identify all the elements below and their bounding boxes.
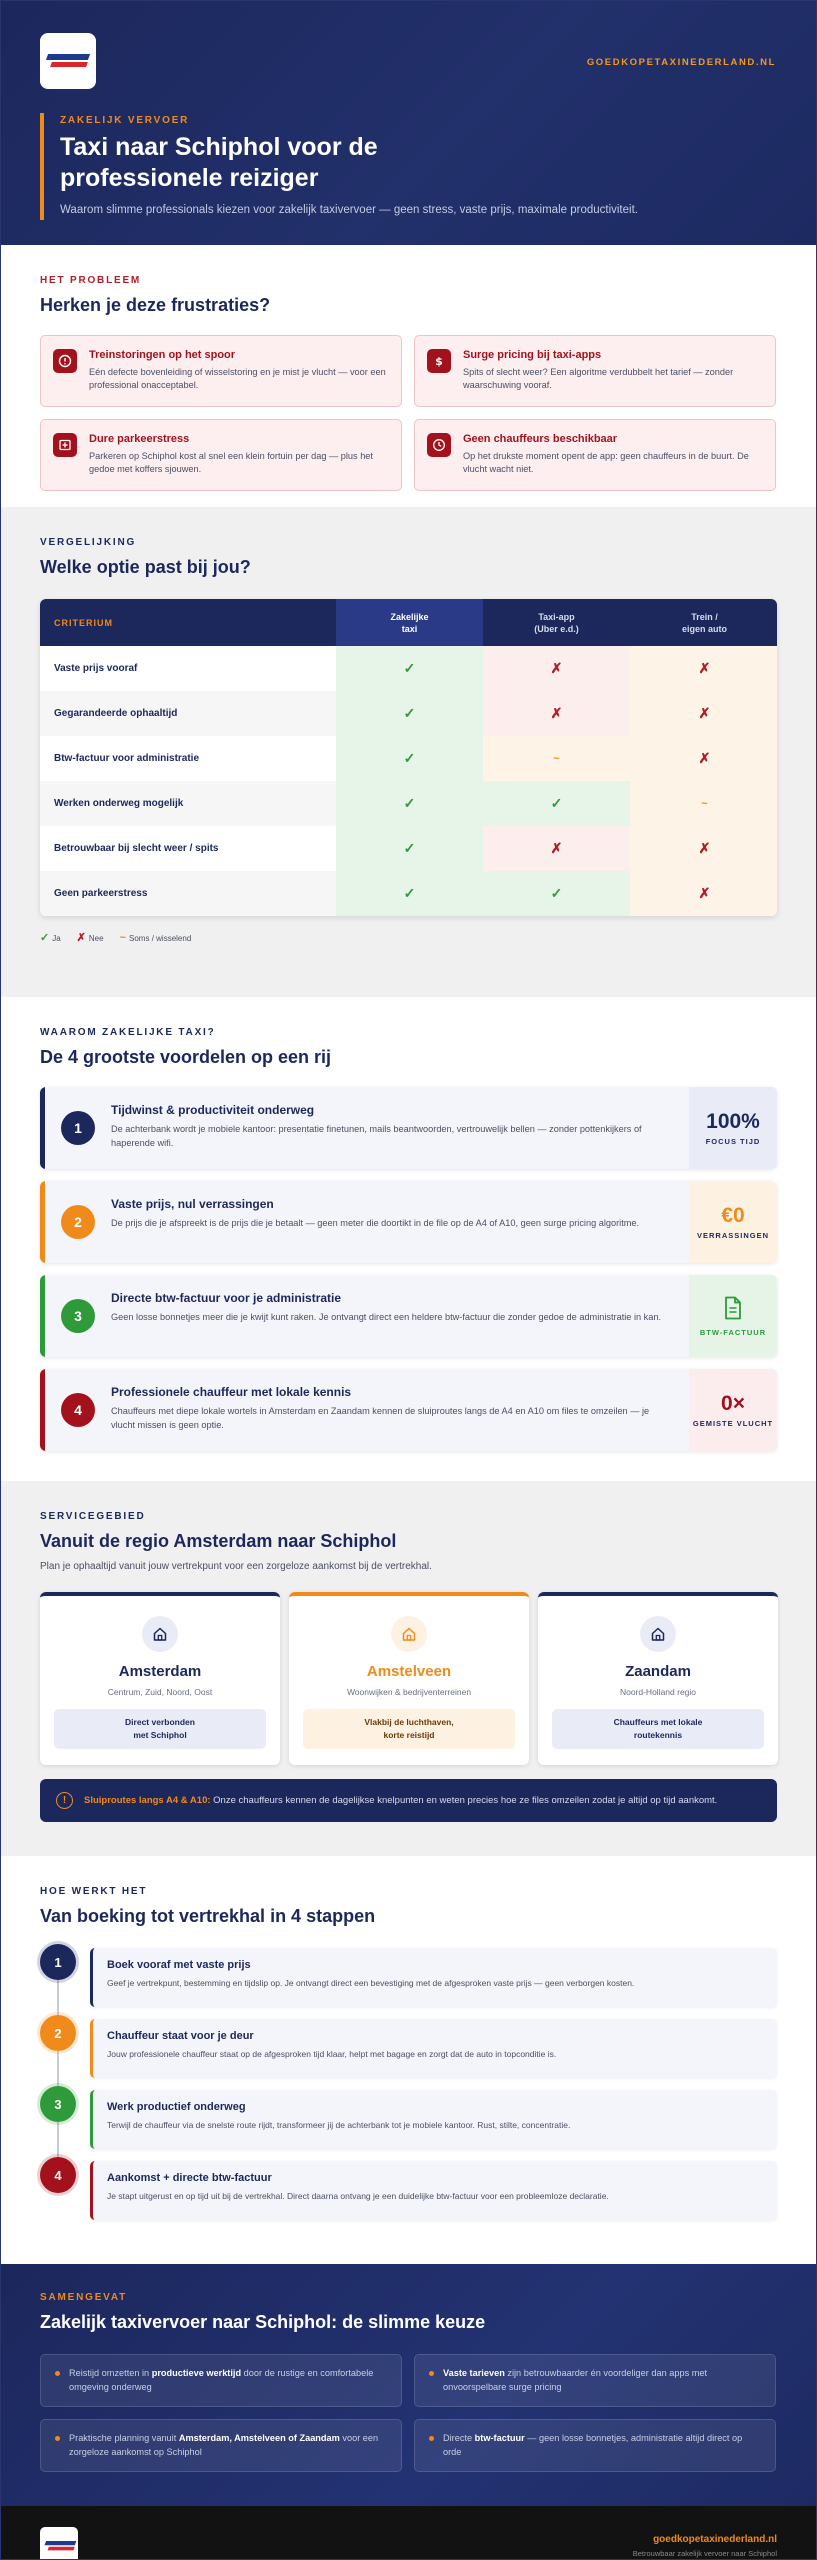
table-cell-label: Betrouwbaar bij slecht weer / spits bbox=[54, 843, 219, 854]
summary-text-post: — geen losse bonnetjes, administratie altijd direct op orde bbox=[443, 2433, 743, 2457]
legend-some: ~ Soms / wisselend bbox=[119, 931, 192, 944]
advantage-body bbox=[111, 1275, 689, 1357]
summary-item bbox=[414, 2419, 776, 2472]
advantage-card bbox=[40, 1275, 777, 1357]
mark-yes: ✓ bbox=[550, 795, 563, 811]
region-card bbox=[289, 1592, 529, 1765]
problem-card bbox=[40, 419, 402, 491]
mark-yes: ✓ bbox=[403, 660, 416, 676]
table-header-cell: Zakelijke taxi bbox=[336, 599, 483, 646]
region-areas: Centrum, Zuid, Noord, Oost bbox=[107, 1687, 213, 1697]
step-card bbox=[90, 2090, 777, 2149]
table-cell-no bbox=[483, 691, 630, 736]
advantage-text: De achterbank wordt je mobiele kantoor: presentatie finetunen, mails beantwoorden, vertrouwelijk bellen — zonder pottenkijkers of haperende wifi. bbox=[111, 1124, 642, 1148]
advantage-stat bbox=[689, 1181, 777, 1263]
alert-circle-icon bbox=[53, 349, 77, 373]
advantage-title: Vaste prijs, nul verrassingen bbox=[111, 1197, 274, 1211]
advantages-section bbox=[1, 997, 816, 1481]
advantage-body bbox=[111, 1181, 689, 1263]
route-info-box bbox=[40, 1779, 777, 1822]
summary-title: Zakelijk taxivervoer naar Schiphol: de slimme keuze bbox=[40, 2312, 486, 2332]
home-icon bbox=[142, 1616, 178, 1652]
home-icon bbox=[391, 1616, 427, 1652]
problem-card-text: Op het drukste moment opent de app: geen chauffeurs in de buurt. De vlucht wacht niet. bbox=[463, 451, 749, 474]
summary-text-pre: Praktische planning vanuit bbox=[69, 2433, 179, 2443]
table-cell-no bbox=[483, 646, 630, 691]
step-title: Aankomst + directe btw-factuur bbox=[107, 2172, 272, 2184]
table-cell-yes bbox=[336, 736, 483, 781]
problem-card-text: Parkeren op Schiphol kost al snel een klein fortuin per dag — plus het gedoe met koffers sjouwen. bbox=[89, 451, 373, 474]
problem-section bbox=[1, 245, 816, 507]
route-text: Sluiproutes langs A4 & A10: Onze chauffeurs kennen de dagelijkse knelpunten en weten precies hoe ze files omzeilen zodat je altijd op tijd aankomt. bbox=[84, 1795, 718, 1806]
table-header-cell: Trein / eigen auto bbox=[681, 611, 727, 634]
advantage-number bbox=[45, 1369, 111, 1451]
problem-card-title: Surge pricing bij taxi-apps bbox=[463, 349, 602, 361]
mark-no: ✗ bbox=[550, 705, 563, 721]
problem-grid bbox=[40, 335, 777, 491]
region-card bbox=[40, 1592, 280, 1765]
table-cell-label: Btw-factuur voor administratie bbox=[54, 753, 200, 764]
advantage-stat bbox=[689, 1369, 777, 1451]
footer bbox=[1, 2506, 816, 2560]
mark-no: ✗ bbox=[698, 840, 711, 856]
region-tag: Direct verbonden met Schiphol bbox=[54, 1709, 266, 1749]
advantage-stat-value: 0× bbox=[721, 1392, 745, 1415]
svg-text:$: $ bbox=[435, 355, 443, 368]
advantage-stat-label: FOCUS TIJD bbox=[705, 1137, 761, 1146]
comparison-section bbox=[1, 507, 816, 997]
table-cell-some bbox=[483, 736, 630, 781]
mark-yes: ✓ bbox=[403, 750, 416, 766]
advantage-number bbox=[45, 1275, 111, 1357]
advantage-number-badge: 4 bbox=[61, 1393, 95, 1427]
summary-text-bold: btw-factuur bbox=[474, 2433, 525, 2443]
table-cell-yes bbox=[336, 646, 483, 691]
comparison-title: Welke optie past bij jou? bbox=[40, 557, 251, 577]
summary-text-pre: Reistijd omzetten in bbox=[69, 2368, 152, 2378]
mark-yes: ✓ bbox=[403, 885, 416, 901]
summary-text-post: door de rustige en comfortabele omgeving onderweg bbox=[69, 2368, 374, 2392]
site-url[interactable]: GOEDKOPETAXINEDERLAND.NL bbox=[586, 57, 776, 68]
step-title: Werk productief onderweg bbox=[107, 2101, 246, 2113]
summary-grid bbox=[40, 2354, 777, 2472]
region-card bbox=[538, 1592, 778, 1765]
table-cell-no bbox=[630, 646, 777, 691]
step-title: Chauffeur staat voor je deur bbox=[107, 2030, 254, 2042]
advantage-text: Chauffeurs met diepe lokale wortels in Amsterdam en Zaandam kennen de sluiproutes langs de A4 en A10 om files te omzeilen — je vlucht missen is geen optie. bbox=[111, 1406, 650, 1430]
table-cell-yes bbox=[483, 781, 630, 826]
summary-item bbox=[40, 2419, 402, 2472]
steps-section bbox=[1, 1856, 816, 2264]
step-item bbox=[40, 2090, 777, 2149]
summary-item bbox=[414, 2354, 776, 2407]
table-row bbox=[40, 781, 777, 826]
step-item bbox=[40, 2019, 777, 2078]
advantages-list bbox=[40, 1087, 777, 1451]
table-body bbox=[40, 646, 777, 916]
step-text: Jouw professionele chauffeur staat op de afgesproken tijd klaar, helpt met bagage en zorgt dat de auto in topconditie is. bbox=[107, 2049, 557, 2059]
problem-title: Herken je deze frustraties? bbox=[40, 295, 271, 315]
problem-card bbox=[40, 335, 402, 407]
parking-icon bbox=[53, 433, 77, 457]
mark-some: ~ bbox=[701, 797, 708, 810]
step-card bbox=[90, 1948, 777, 2007]
table-header-row bbox=[40, 599, 777, 646]
page-title: Taxi naar Schiphol voor de professionele reiziger bbox=[60, 133, 378, 192]
table-cell-yes bbox=[336, 691, 483, 736]
problem-card bbox=[414, 335, 776, 407]
advantage-stat bbox=[689, 1275, 777, 1357]
step-number: 1 bbox=[40, 1944, 76, 1980]
mark-no: ✗ bbox=[550, 660, 563, 676]
footer-info bbox=[633, 2534, 777, 2558]
advantage-stat-label: GEMISTE VLUCHT bbox=[692, 1419, 774, 1428]
taxi-logo[interactable] bbox=[40, 33, 96, 89]
table-cell-some bbox=[630, 781, 777, 826]
logo-mark bbox=[47, 52, 89, 70]
region-name: Amsterdam bbox=[118, 1663, 202, 1680]
clock-icon bbox=[427, 433, 451, 457]
mark-yes: ✓ bbox=[403, 840, 416, 856]
summary-section bbox=[1, 2264, 816, 2506]
table-cell-label: Vaste prijs vooraf bbox=[54, 663, 138, 674]
mark-no: ✗ bbox=[698, 750, 711, 766]
region-section bbox=[1, 1481, 816, 1856]
advantage-number-badge: 3 bbox=[61, 1299, 95, 1333]
mark-no: ✗ bbox=[550, 840, 563, 856]
table-cell-label: Geen parkeerstress bbox=[54, 888, 148, 899]
steps-eyebrow: HOE WERKT HET bbox=[40, 1886, 148, 1897]
mark-no: ✗ bbox=[698, 885, 711, 901]
step-number: 4 bbox=[40, 2157, 76, 2193]
mark-yes: ✓ bbox=[550, 885, 563, 901]
table-cell-yes bbox=[336, 871, 483, 916]
hero-subtitle: Waarom slimme professionals kiezen voor zakelijk taxivervoer — geen stress, vaste prijs, maximale productiviteit. bbox=[60, 204, 638, 216]
problem-card-title: Dure parkeerstress bbox=[89, 433, 190, 445]
table-header-cell: CRITERIUM bbox=[54, 617, 113, 628]
steps-title: Van boeking tot vertrekhal in 4 stappen bbox=[40, 1906, 376, 1926]
comparison-eyebrow: VERGELIJKING bbox=[40, 537, 137, 548]
advantage-stat-label: BTW-FACTUUR bbox=[699, 1327, 767, 1337]
summary-text-bold: productieve werktijd bbox=[151, 2368, 242, 2378]
step-card bbox=[90, 2019, 777, 2078]
summary-text-pre: Directe bbox=[443, 2433, 475, 2443]
table-cell-no bbox=[483, 826, 630, 871]
info-icon: ! bbox=[56, 1792, 73, 1809]
footer-url[interactable]: goedkopetaxinederland.nl bbox=[653, 2533, 777, 2545]
table-legend bbox=[40, 931, 777, 944]
advantages-eyebrow: WAAROM ZAKELIJKE TAXI? bbox=[40, 1027, 216, 1038]
table-cell-yes bbox=[483, 871, 630, 916]
region-areas: Noord-Holland regio bbox=[619, 1687, 697, 1697]
table-cell-yes bbox=[336, 781, 483, 826]
step-text: Geef je vertrekpunt, bestemming en tijdslip op. Je ontvangt direct een bevestiging met de afgesproken vaste prijs — geen verborgen kosten. bbox=[107, 1978, 635, 1988]
legend-yes: ✓ Ja bbox=[40, 932, 61, 944]
mark-yes: ✓ bbox=[403, 795, 416, 811]
footer-tagline: Betrouwbaar zakelijk vervoer naar Schiphol bbox=[632, 2548, 777, 2558]
step-item bbox=[40, 1948, 777, 2007]
table-cell-no bbox=[630, 871, 777, 916]
advantage-stat-value: €0 bbox=[721, 1204, 745, 1227]
summary-item bbox=[40, 2354, 402, 2407]
advantage-title: Professionele chauffeur met lokale kennis bbox=[111, 1385, 352, 1399]
summary-text-post: voor een zorgeloze aankomst op Schiphol bbox=[69, 2433, 379, 2457]
step-text: Je stapt uitgerust en op tijd uit bij de vertrekhal. Direct daarna ontvang je een duidelijke btw-factuur voor een probleemloze declaratie. bbox=[107, 2191, 609, 2201]
legend-no: ✗ Nee bbox=[76, 932, 104, 944]
region-name: Zaandam bbox=[625, 1663, 691, 1680]
home-icon bbox=[640, 1616, 676, 1652]
mark-no: ✗ bbox=[698, 705, 711, 721]
table-row bbox=[40, 826, 777, 871]
region-areas: Woonwijken & bedrijventerreinen bbox=[346, 1687, 472, 1697]
problem-card-title: Treinstoringen op het spoor bbox=[89, 349, 236, 361]
table-cell-yes bbox=[336, 826, 483, 871]
step-number: 2 bbox=[40, 2015, 76, 2051]
problem-card-text: Spits of slecht weer? Een algoritme verdubbelt het tarief — zonder waarschuwing vooraf. bbox=[463, 367, 734, 390]
advantage-body bbox=[111, 1087, 689, 1169]
advantage-stat-value: 100% bbox=[706, 1110, 760, 1133]
hero-block bbox=[40, 113, 777, 220]
problem-card bbox=[414, 419, 776, 491]
summary-text-bold: Vaste tarieven bbox=[443, 2368, 505, 2378]
advantage-stat-label: VERRASSINGEN bbox=[696, 1231, 769, 1240]
region-eyebrow: SERVICEGEBIED bbox=[40, 1511, 146, 1522]
step-card bbox=[90, 2161, 777, 2220]
summary-text-bold: Amsterdam, Amstelveen of Zaandam bbox=[178, 2433, 340, 2443]
table-row bbox=[40, 646, 777, 691]
table-cell-label: Gegarandeerde ophaaltijd bbox=[54, 708, 178, 719]
problem-card-title: Geen chauffeurs beschikbaar bbox=[463, 433, 618, 445]
mark-some: ~ bbox=[553, 752, 560, 765]
steps-list bbox=[40, 1948, 777, 2220]
table-row bbox=[40, 871, 777, 916]
step-title: Boek vooraf met vaste prijs bbox=[107, 1959, 251, 1971]
table-cell-no bbox=[630, 691, 777, 736]
mark-yes: ✓ bbox=[403, 705, 416, 721]
step-text: Terwijl de chauffeur via de snelste route rijdt, transformeer jij de achterbank tot je mobiele kantoor. Rust, stilte, concentratie. bbox=[107, 2120, 571, 2130]
table-row bbox=[40, 691, 777, 736]
advantage-number bbox=[45, 1087, 111, 1169]
advantage-title: Tijdwinst & productiviteit onderweg bbox=[111, 1103, 315, 1117]
dollar-icon bbox=[427, 349, 451, 373]
advantage-text: De prijs die je afspreekt is de prijs die je betaalt — geen meter die doortikt in de file op de A4 of A10, geen surge pricing algoritme. bbox=[111, 1218, 640, 1228]
hero-header bbox=[1, 1, 816, 245]
table-header-cell: Taxi-app (Uber e.d.) bbox=[534, 611, 579, 634]
step-item bbox=[40, 2161, 777, 2220]
advantage-card bbox=[40, 1181, 777, 1263]
comparison-table bbox=[40, 599, 777, 916]
advantage-number bbox=[45, 1181, 111, 1263]
region-subtitle: Plan je ophaaltijd vanuit jouw vertrekpunt voor een zorgeloze aankomst bij de vertrekhal. bbox=[40, 1561, 432, 1572]
table-cell-no bbox=[630, 736, 777, 781]
region-grid bbox=[40, 1592, 777, 1765]
advantage-body bbox=[111, 1369, 689, 1451]
table-cell-no bbox=[630, 826, 777, 871]
hero-eyebrow: ZAKELIJK VERVOER bbox=[60, 115, 190, 126]
region-name: Amstelveen bbox=[366, 1663, 452, 1680]
summary-eyebrow: SAMENGEVAT bbox=[40, 2292, 128, 2303]
footer-logo[interactable] bbox=[40, 2527, 78, 2560]
logo-mark bbox=[45, 2539, 72, 2552]
advantage-card bbox=[40, 1087, 777, 1169]
advantage-stat bbox=[689, 1087, 777, 1169]
mark-no: ✗ bbox=[698, 660, 711, 676]
region-tag: Vlakbij de luchthaven, korte reistijd bbox=[303, 1709, 515, 1749]
step-number: 3 bbox=[40, 2086, 76, 2122]
document-icon bbox=[723, 1296, 743, 1325]
advantages-title: De 4 grootste voordelen op een rij bbox=[40, 1047, 332, 1067]
problem-eyebrow: HET PROBLEEM bbox=[40, 275, 142, 286]
advantage-number-badge: 2 bbox=[61, 1205, 95, 1239]
advantage-number-badge: 1 bbox=[61, 1111, 95, 1145]
advantage-title: Directe btw-factuur voor je administratie bbox=[111, 1291, 342, 1305]
summary-text-post: zijn betrouwbaarder én voordeliger dan apps met onvoorspelbare surge pricing bbox=[443, 2368, 708, 2392]
table-row bbox=[40, 736, 777, 781]
advantage-text: Geen losse bonnetjes meer die je kwijt kunt raken. Je ontvangt direct een heldere btw-factuur die zonder gedoe de administratie in kan. bbox=[111, 1312, 662, 1322]
advantage-card bbox=[40, 1369, 777, 1451]
problem-card-text: Eén defecte bovenleiding of wisselstoring en je mist je vlucht — voor een professional onacceptabel. bbox=[89, 367, 386, 390]
region-tag: Chauffeurs met lokale routekennis bbox=[552, 1709, 764, 1749]
table-cell-label: Werken onderweg mogelijk bbox=[54, 798, 184, 809]
region-title: Vanuit de regio Amsterdam naar Schiphol bbox=[40, 1531, 397, 1551]
